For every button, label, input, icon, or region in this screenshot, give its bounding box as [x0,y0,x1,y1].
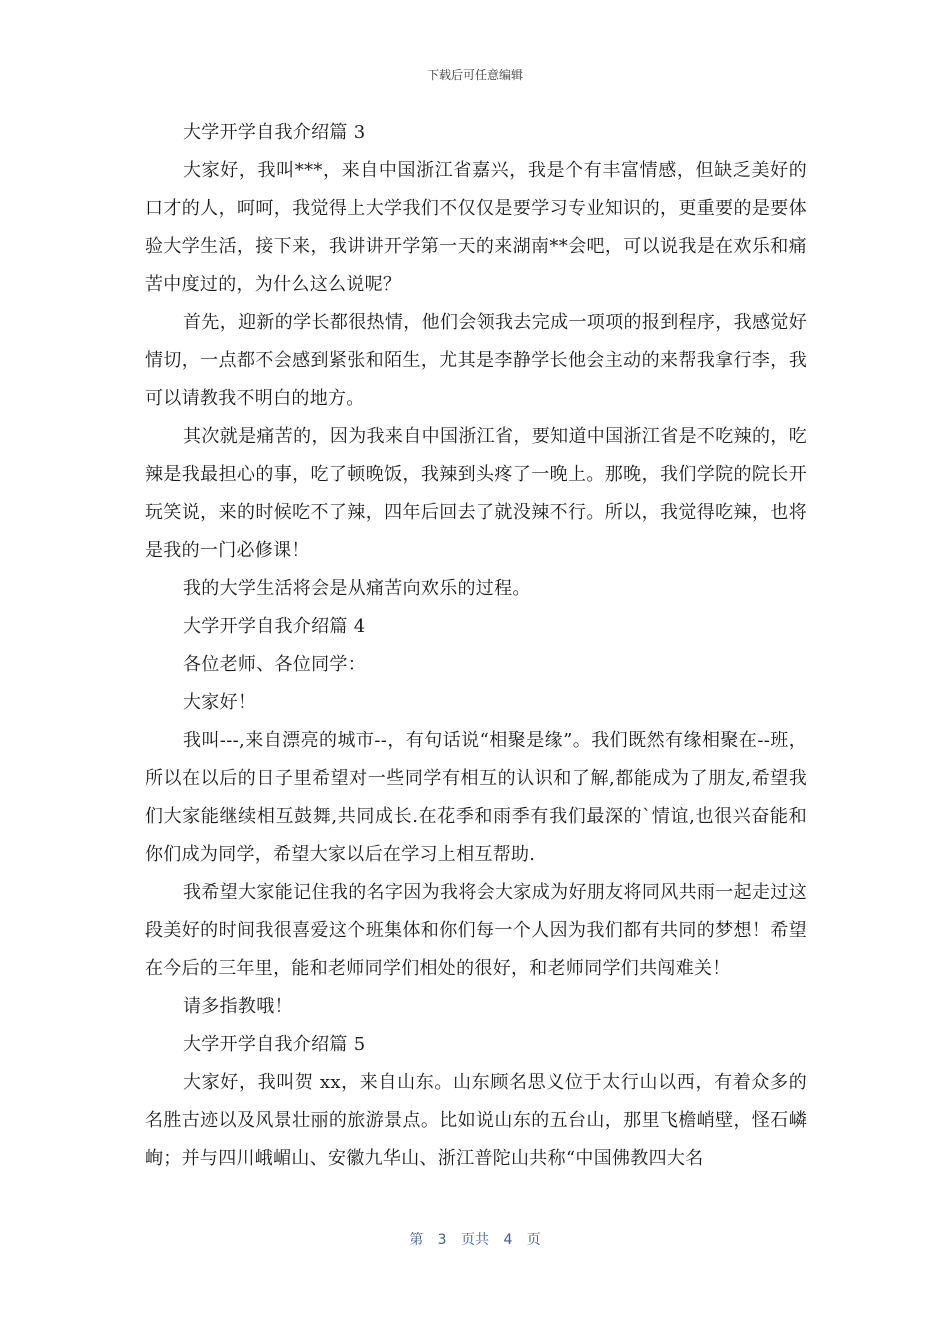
page-number-footer: 第 3 页共 4 页 [409,1232,541,1248]
paragraph: 首先，迎新的学长都很热情，他们会领我去完成一项项的报到程序，我感觉好情切，一点都不会感到紧张和陌生，尤其是李静学长他会主动的来帮我拿行李，我可以请教我不明白的地方。 [145,312,807,409]
paragraph: 其次就是痛苦的，因为我来自中国浙江省，要知道中国浙江省是不吃辣的，吃辣是我最担心的事，吃了顿晚饭，我辣到头疼了一晚上。那晚，我们学院的院长开玩笑说，来的时候吃不了辣，四年后回去了就没辣不行。所以，我觉得吃辣，也将是我的一门必修课！ [145,426,807,561]
paragraph: 大家好！ [183,692,257,713]
section-heading: 大学开学自我介绍篇 5 [183,1034,366,1055]
paragraph: 各位老师、各位同学： [183,654,366,675]
header-note: 下载后可任意编辑 [426,68,523,82]
document-body [145,114,807,1178]
section-heading: 大学开学自我介绍篇 3 [183,122,366,143]
paragraph: 我叫---,来自漂亮的城市--，有句话说“相聚是缘”。我们既然有缘相聚在--班，所以在以后的日子里希望对一些同学有相互的认识和了解,都能成为了朋友,希望我们大家能继续相互鼓舞,共同成长.在花季和雨季有我们最深的`情谊,也很兴奋能和你们成为同学，希望大家以后在学习上相互帮助. [145,730,807,865]
section-heading: 大学开学自我介绍篇 4 [183,616,366,637]
paragraph: 请多指教哦！ [183,996,293,1017]
paragraph: 我希望大家能记住我的名字因为我将会大家成为好朋友将同风共雨一起走过这段美好的时间我很喜爱这个班集体和你们每一个人因为我们都有共同的梦想！希望在今后的三年里，能和老师同学们相处的很好，和老师同学们共闯难关！ [145,882,807,979]
paragraph: 大家好，我叫***，来自中国浙江省嘉兴，我是个有丰富情感，但缺乏美好的口才的人，呵呵，我觉得上大学我们不仅仅是要学习专业知识的，更重要的是要体验大学生活，接下来，我讲讲开学第一天的来湖南**会吧，可以说我是在欢乐和痛苦中度过的，为什么这么说呢？ [145,160,807,295]
paragraph: 大家好，我叫贺 xx，来自山东。山东顾名思义位于太行山以西，有着众多的名胜古迹以及风景壮丽的旅游景点。比如说山东的五台山，那里飞檐峭壁，怪石嶙峋；并与四川峨嵋山、安徽九华山、浙江普陀山共称“中国佛教四大名 [145,1072,807,1169]
paragraph: 我的大学生活将会是从痛苦向欢乐的过程。 [183,578,531,599]
